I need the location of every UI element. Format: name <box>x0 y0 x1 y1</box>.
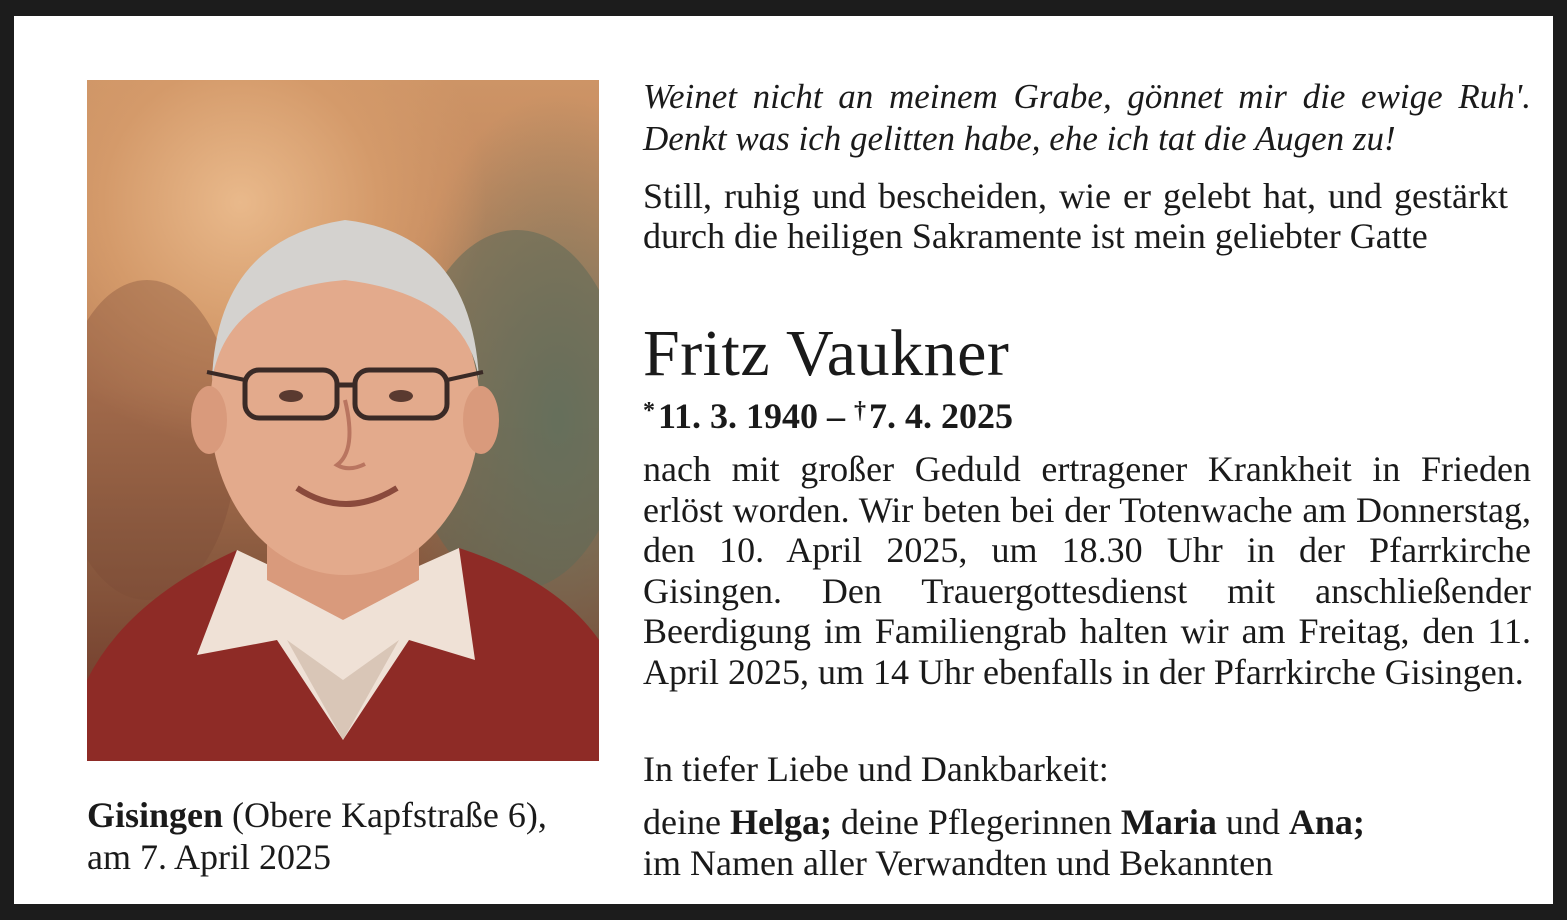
motto-verse: Weinet nicht an meinem Grabe, gönnet mir die ewige Ruh'. Denkt was ich gelitten habe, ehe ich tat die Augen zu! <box>643 77 1531 158</box>
mourners-list <box>643 802 1531 884</box>
portrait-photo <box>87 80 599 761</box>
deceased-name: Fritz Vaukner <box>643 317 1010 390</box>
mourners-line-2: im Namen aller Verwandten und Bekannten <box>643 843 1274 883</box>
mourner-ana: Ana; <box>1288 802 1365 842</box>
location-caption <box>87 794 557 878</box>
date-dash: – <box>818 396 855 436</box>
mourners-line-1 <box>643 802 1531 843</box>
mourner-helga: Helga; <box>729 802 832 842</box>
mourners-text: deine Pflegerinnen <box>831 802 1121 842</box>
portrait-illustration <box>87 80 599 761</box>
mourner-maria: Maria <box>1120 802 1217 842</box>
thanks-line: In tiefer Liebe und Dankbarkeit: <box>643 749 1109 789</box>
birth-symbol: * <box>643 398 655 424</box>
caption-rest: (Obere Kapfstraße 6), am 7. April 2025 <box>87 795 547 877</box>
death-date: 7. 4. 2025 <box>869 396 1014 436</box>
death-symbol: † <box>854 398 867 424</box>
caption-place: Gisingen <box>87 795 224 835</box>
intro-text: Still, ruhig und bescheiden, wie er gelebt hat, und gestärkt durch die heiligen Sakramente ist mein geliebter Gatte <box>643 176 1508 256</box>
birth-date: 11. 3. 1940 <box>658 396 819 436</box>
life-dates <box>643 388 1531 439</box>
funeral-details: nach mit großer Geduld ertragener Krankheit in Frieden erlöst worden. Wir beten bei der Totenwache am Donnerstag, den 10. April 2025, um 18.30 Uhr in der Pfarrkirche Gisingen. Den Trauergottesdienst mit anschließender Beerdigung im Familiengrab halten wir am Freitag, den 11. April 2025, um 14 Uhr ebenfalls in der Pfarrkirche Gisingen. <box>643 449 1531 692</box>
mourners-text: deine <box>643 802 730 842</box>
mourners-text: und <box>1216 802 1289 842</box>
